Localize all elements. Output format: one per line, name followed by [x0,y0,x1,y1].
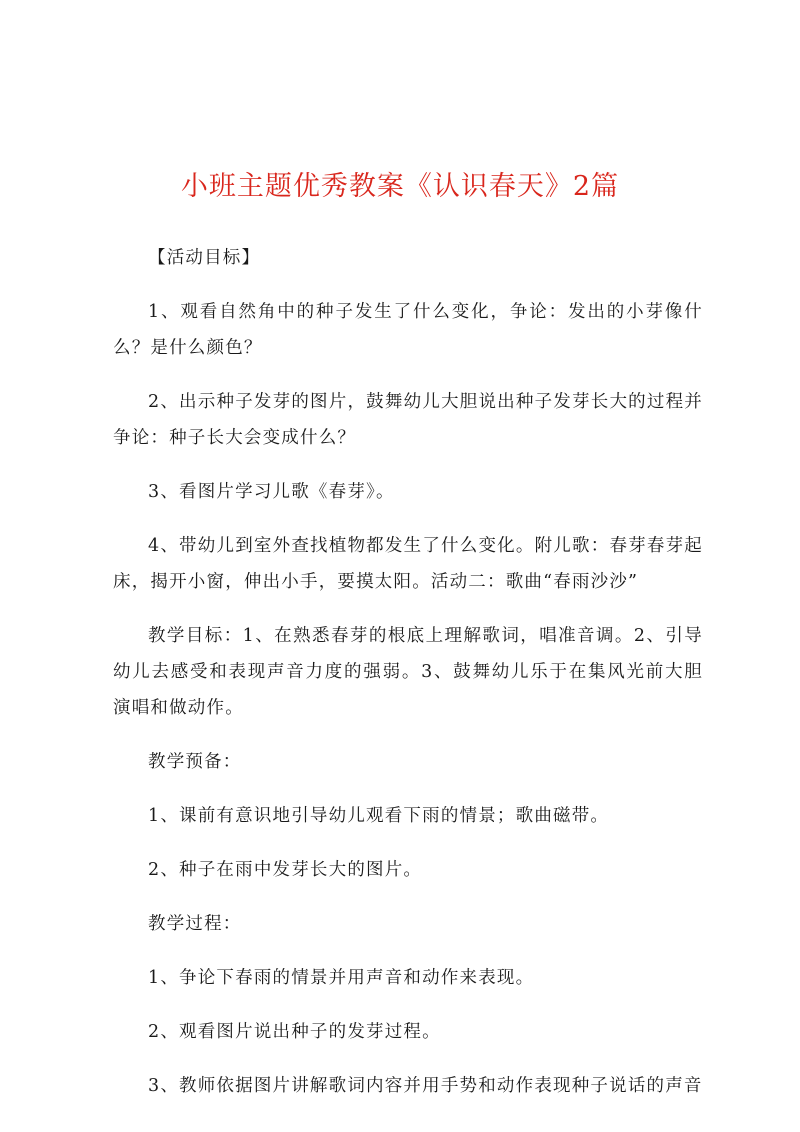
document-body [113,240,703,1122]
paragraph-goal-4: 4、带幼儿到室外查找植物都发生了什么变化。附儿歌：春芽春芽起床，揭开小窗，伸出小手，要摸太阳。活动二：歌曲“春雨沙沙” [113,536,703,592]
paragraph-process-3: 3、教师依据图片讲解歌词内容并用手势和动作表现种子说话的声音 [148,1076,703,1096]
paragraph-prep-1: 1、课前有意识地引导幼儿观看下雨的情景；歌曲磁带。 [148,806,610,826]
paragraph-teaching-goals: 教学目标：1、在熟悉春芽的根底上理解歌词，唱准音调。2、引导幼儿去感受和表现声音力度的强弱。3、鼓舞幼儿乐于在集风光前大胆演唱和做动作。 [113,626,703,718]
paragraph-process-1: 1、争论下春雨的情景并用声音和动作来表现。 [148,968,535,988]
paragraph-goal-1: 1、观看自然角中的种子发生了什么变化，争论：发出的小芽像什么？是什么颜色？ [113,302,703,358]
paragraph-prep-2: 2、种子在雨中发芽长大的图片。 [148,860,423,880]
paragraph-activity-goal-heading: 【活动目标】 [148,248,261,268]
paragraph-teaching-process-heading: 教学过程： [148,914,242,934]
document-title: 小班主题优秀教案《认识春天》2篇 [180,171,620,202]
paragraph-goal-3: 3、看图片学习儿歌《春芽》。 [148,482,395,502]
paragraph-goal-2: 2、出示种子发芽的图片，鼓舞幼儿大胆说出种子发芽长大的过程并争论：种子长大会变成什么？ [113,392,703,448]
paragraph-teaching-prep-heading: 教学预备： [148,752,242,772]
paragraph-process-2: 2、观看图片说出种子的发芽过程。 [148,1022,441,1042]
